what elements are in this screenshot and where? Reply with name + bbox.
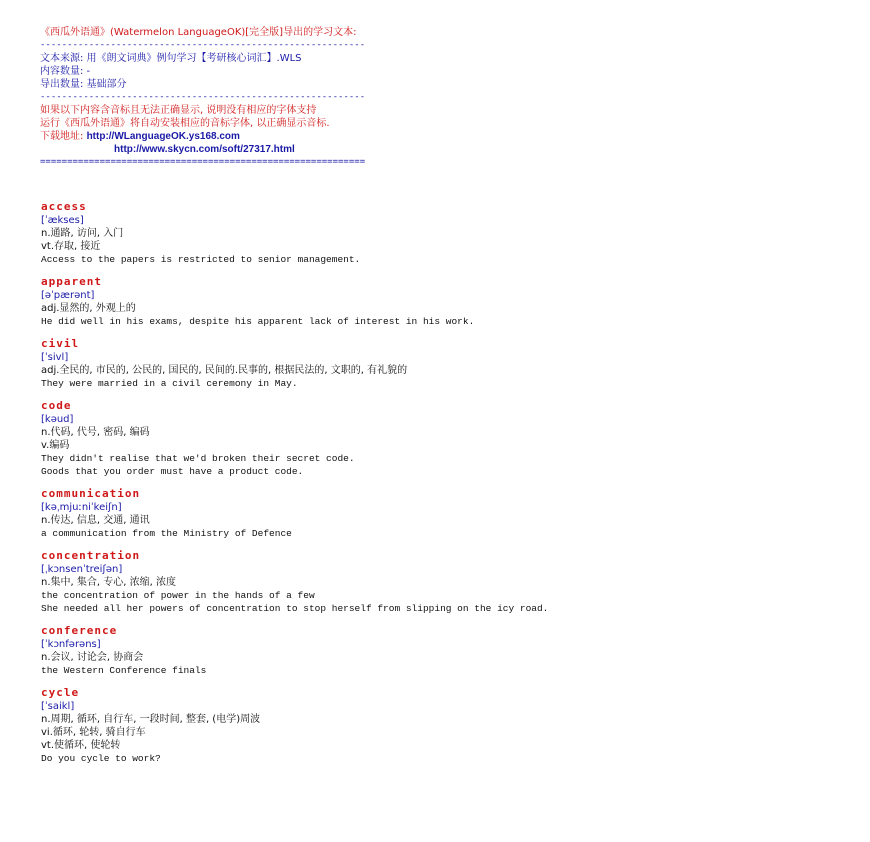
- example-sentence: They were married in a civil ceremony in May.: [41, 378, 298, 389]
- word-entry: [41, 487, 841, 540]
- export-title: 《西瓜外语通》(Watermelon LanguageOK)[完全版]导出的学习文本:: [40, 27, 357, 38]
- definition-line: adj.显然的, 外观上的: [41, 303, 136, 314]
- equals-separator: ============================================================: [40, 157, 366, 167]
- definition-line: n.周期, 循环, 自行车, 一段时间, 整套, (电学)周波: [41, 714, 261, 725]
- headword: communication: [41, 487, 141, 500]
- dash-separator: ------------------------------------------------------------: [40, 92, 366, 102]
- download-link-2[interactable]: http://www.skycn.com/soft/27317.html: [114, 144, 295, 155]
- word-entry-list: [41, 200, 841, 774]
- word-entry: [41, 200, 841, 266]
- headword: concentration: [41, 549, 141, 562]
- phonetic: [ˈækses]: [41, 215, 84, 226]
- headword: conference: [41, 624, 118, 637]
- headword: apparent: [41, 275, 102, 288]
- headword: civil: [41, 337, 80, 350]
- export-count-line: 导出数量: 基础部分: [40, 79, 127, 90]
- headword: code: [41, 399, 72, 412]
- definition-line: n.通路, 访问, 入门: [41, 228, 124, 239]
- phonetic: [ˌkɔnsenˈtreiʃən]: [41, 564, 123, 575]
- example-sentence: the concentration of power in the hands of a few: [41, 590, 315, 601]
- example-sentence: Goods that you order must have a product code.: [41, 466, 304, 477]
- phonetic: [ˈsivl]: [41, 352, 69, 363]
- example-sentence: He did well in his exams, despite his apparent lack of interest in his work.: [41, 316, 475, 327]
- word-entry: [41, 686, 841, 765]
- definition-line: n.传达, 信息, 交通, 通讯: [41, 515, 150, 526]
- definition-line: n.集中, 集合, 专心, 浓缩, 浓度: [41, 577, 176, 588]
- example-sentence: They didn't realise that we'd broken their secret code.: [41, 453, 355, 464]
- download-label: 下载地址:: [40, 131, 84, 142]
- definition-line: v.编码: [41, 440, 70, 451]
- example-sentence: Do you cycle to work?: [41, 753, 161, 764]
- example-sentence: the Western Conference finals: [41, 665, 207, 676]
- dash-separator: ------------------------------------------------------------: [40, 40, 366, 50]
- word-entry: [41, 275, 841, 328]
- phonetic: [ˈsaikl]: [41, 701, 75, 712]
- download-row-2: [40, 143, 480, 156]
- definition-line: vt.使循环, 使轮转: [41, 740, 121, 751]
- definition-line: vi.循环, 轮转, 骑自行车: [41, 727, 146, 738]
- example-sentence: a communication from the Ministry of Defence: [41, 528, 292, 539]
- word-entry: [41, 549, 841, 615]
- source-line: 文本来源: 用《朗文词典》例句学习【考研核心词汇】.WLS: [40, 53, 302, 64]
- headword: cycle: [41, 686, 80, 699]
- word-entry: [41, 337, 841, 390]
- export-header: [40, 26, 480, 169]
- word-entry: [41, 624, 841, 677]
- example-sentence: Access to the papers is restricted to senior management.: [41, 254, 361, 265]
- definition-line: adj.全民的, 市民的, 公民的, 国民的, 民间的.民事的, 根据民法的, 文职的, 有礼貌的: [41, 365, 408, 376]
- example-sentence: She needed all her powers of concentration to stop herself from slipping on the icy road.: [41, 603, 549, 614]
- download-row-1: [40, 130, 480, 143]
- font-notice-line-2: 运行《西瓜外语通》将自动安装相应的音标字体, 以正确显示音标.: [40, 118, 330, 129]
- definition-line: n.会议, 讨论会, 协商会: [41, 652, 144, 663]
- headword: access: [41, 200, 87, 213]
- phonetic: [kəud]: [41, 414, 74, 425]
- content-count-line: 内容数量: -: [40, 66, 91, 77]
- phonetic: [kəˌmjuːniˈkeiʃn]: [41, 502, 122, 513]
- definition-line: n.代码, 代号, 密码, 编码: [41, 427, 150, 438]
- word-entry: [41, 399, 841, 478]
- phonetic: [əˈpærənt]: [41, 290, 95, 301]
- phonetic: [ˈkɔnfərəns]: [41, 639, 101, 650]
- definition-line: vt.存取, 接近: [41, 241, 101, 252]
- download-link-1[interactable]: http://WLanguageOK.ys168.com: [86, 131, 240, 142]
- font-notice-line-1: 如果以下内容含音标且无法正确显示, 说明没有相应的字体支持: [40, 105, 317, 116]
